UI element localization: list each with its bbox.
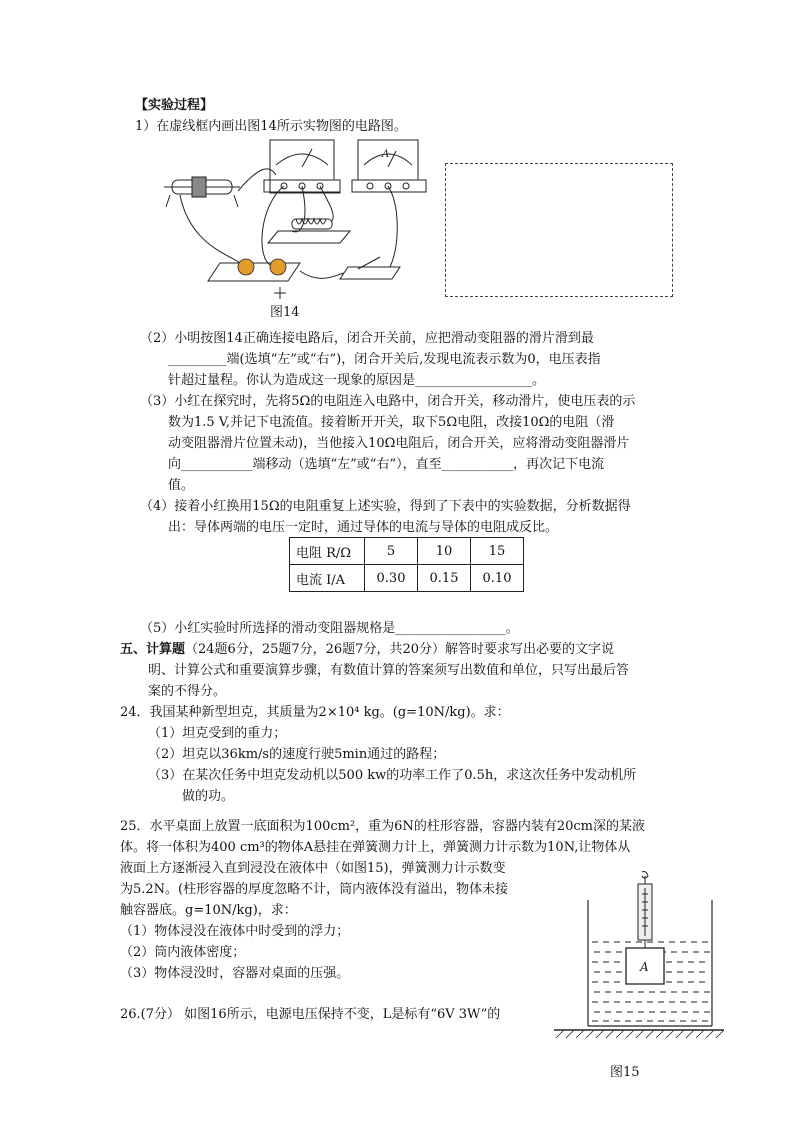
- problem-25-line-2: 体。将一体积为400 cm³的物体A悬挂在弹簧测力计上，弹簧测力计示数为10N,让物体从: [120, 840, 631, 855]
- q3-line-1: （3）小红在探究时，先将5Ω的电阻连入电路中，闭合开关，移动滑片，使电压表的示: [140, 394, 636, 409]
- q2-line-1: （2）小明按图14正确连接电路后，闭合开关前，应把滑动变阻器的滑片滑到最: [140, 331, 594, 346]
- figure-14-circuit: [160, 135, 440, 305]
- data-table: [289, 537, 524, 592]
- problem-25-line-5: 触容器底。g=10N/kg)，求：: [120, 903, 297, 918]
- figure-15-diagram: [550, 870, 726, 1040]
- figure-14-caption: 图14: [270, 305, 300, 320]
- problem-25-line-4: 为5.2N。(柱形容器的厚度忽略不计，筒内液体没有溢出，物体未接: [120, 882, 509, 897]
- q2-line-2: _________端(选填“左”或“右”)，闭合开关后,发现电流表示数为0，电压表指: [168, 352, 601, 367]
- q2-line-3: 针超过量程。你认为造成这一现象的原因是__________________。: [168, 373, 546, 388]
- problem-25-line-1: 25．水平桌面上放置一底面积为100cm²，重为6N的柱形容器，容器内装有20cm深的某液: [120, 819, 645, 834]
- table-cell: 10: [418, 538, 471, 565]
- table-row: [290, 538, 524, 565]
- row-header: 电流 I/A: [290, 565, 365, 592]
- problem-24-c2: 做的功。: [182, 789, 235, 804]
- problem-24-intro: 24．我国某种新型坦克，其质量为2×10⁴ kg。(g=10N/kg)。求：: [120, 705, 510, 720]
- section-header: 【实验过程】: [135, 98, 214, 113]
- section-5-text: [120, 641, 614, 659]
- section-5-title: 五、计算题: [120, 642, 186, 657]
- q4-line-2: 出：导体两端的电压一定时，通过导体的电流与导体的电阻成反比。: [168, 520, 559, 535]
- problem-25-b: （2）筒内液体密度；: [120, 945, 246, 960]
- figure-15-caption: 图15: [610, 1065, 640, 1080]
- table-cell: 0.10: [471, 565, 524, 592]
- problem-25-line-3: 液面上方逐渐浸入直到浸没在液体中（如图15)，弹簧测力计示数变: [120, 861, 506, 876]
- q3-line-4: 向___________端移动（选填“左”或“右”），直至___________，再次记下电流: [168, 457, 605, 472]
- problem-24-a: （1）坦克受到的重力；: [148, 726, 287, 741]
- problem-26: 26.(7分） 如图16所示，电源电压保持不变，L是标有“6V 3W”的: [120, 1007, 501, 1022]
- table-cell: 15: [471, 538, 524, 565]
- problem-24-c1: （3）在某次任务中坦克发动机以500 kw的功率工作了0.5h，求这次任务中发动机所: [148, 768, 637, 783]
- table-cell: 5: [365, 538, 418, 565]
- ammeter-label: A: [382, 149, 390, 160]
- table-cell: 0.15: [418, 565, 471, 592]
- section-5-line-2: 明、计算公式和重要演算步骤，有数值计算的答案须写出数值和单位，只写出最后答: [148, 663, 630, 678]
- object-a-label: A: [640, 960, 649, 974]
- q3-line-3: 动变阻器滑片位置未动)，当他接入10Ω电阻后，闭合开关，应将滑动变阻器滑片: [168, 436, 630, 451]
- q4-line-1: （4）接着小红换用15Ω的电阻重复上述实验，得到了下表中的实验数据，分析数据得: [140, 499, 631, 514]
- q3-line-2: 数为1.5 V,并记下电流值。接着断开开关，取下5Ω电阻，改接10Ω的电阻（滑: [168, 415, 615, 430]
- row-header: 电阻 R/Ω: [290, 538, 365, 565]
- problem-25-c: （3）物体浸没时，容器对桌面的压强。: [120, 966, 350, 981]
- table-cell: 0.30: [365, 565, 418, 592]
- section-5-line-3: 案的不得分。: [148, 684, 227, 699]
- q5: （5）小红实验时所选择的滑动变阻器规格是_________________。: [140, 621, 519, 636]
- section-5-line-1: （24题6分，25题7分，26题7分，共20分）解答时要求写出必要的文字说: [185, 642, 614, 657]
- problem-25-a: （1）物体浸没在液体中时受到的浮力；: [120, 924, 350, 939]
- problem-24-b: （2）坦克以36km/s的速度行驶5min通过的路程；: [148, 747, 446, 762]
- table-row: [290, 565, 524, 592]
- answer-dashed-box: [445, 163, 673, 297]
- question-1: 1）在虚线框内画出图14所示实物图的电路图。: [135, 119, 407, 134]
- q3-line-5: 值。: [168, 478, 195, 493]
